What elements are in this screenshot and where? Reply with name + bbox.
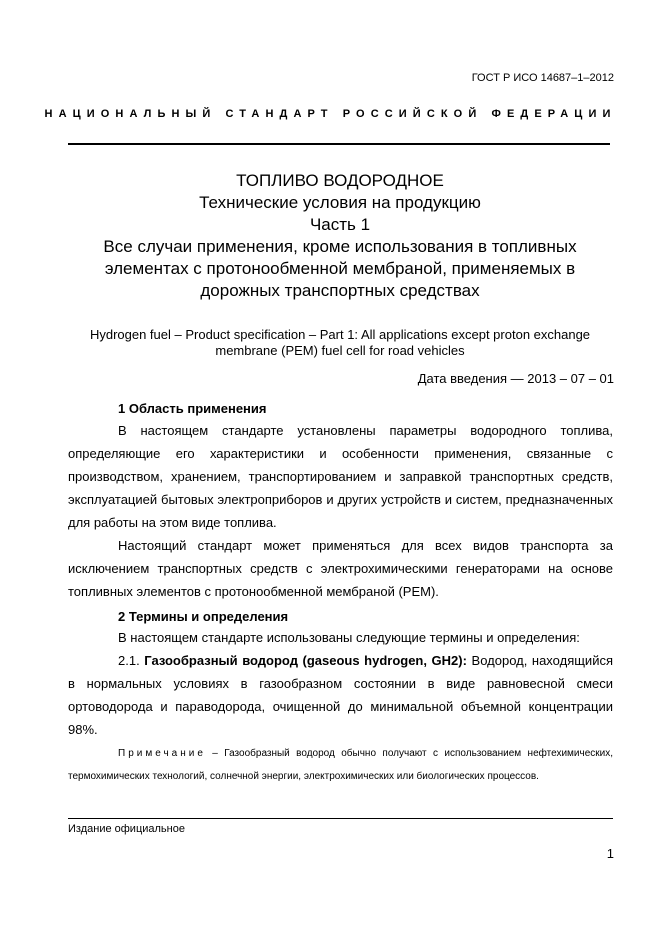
title-line-4: Все случаи применения, кроме использования в топливных [103, 237, 577, 256]
note-label: Примечание [118, 748, 206, 759]
section-2-heading: 2 Термины и определения [118, 609, 289, 624]
title-line-5: элементах с протонообменной мембраной, применяемых в [104, 259, 576, 278]
english-title-line-2: membrane (PEM) fuel cell for road vehicles [215, 343, 465, 358]
title-line-6: дорожных транспортных средствах [200, 281, 480, 300]
term-definition: Водород, находящийся в нормальных условиях в газообразном состоянии в виде равновесной смеси ортоводорода и параводорода, очищенной до минимальной объемной концентрации 98%. [68, 653, 613, 737]
title-line-1: ТОПЛИВО ВОДОРОДНОЕ [236, 171, 444, 190]
term-2-1 [68, 649, 613, 741]
footer-rule [68, 818, 613, 819]
section-1-paragraph-2: Настоящий стандарт может применяться для всех видов транспорта за исключением транспортных средств с электрохимическими генераторами на основе топливных элементов с протонообменной мембраной (PEM). [68, 538, 613, 599]
section-1-heading: 1 Область применения [118, 401, 267, 416]
term-note [68, 742, 613, 788]
english-title [60, 327, 620, 359]
standard-code: ГОСТ Р ИСО 14687–1–2012 [471, 72, 614, 84]
section-1-paragraph-1: В настоящем стандарте установлены параметры водородного топлива, определяющие его характеристики и особенности применения, связанные с производством, хранением, транспортированием и заправкой транспортных средств, эксплуатацией бытовых электроприборов и других устройств и систем, предназначенных для работы на этом виде топлива. [68, 423, 613, 530]
section-2-intro: В настоящем стандарте использованы следующие термины и определения: [118, 630, 580, 645]
edition-label: Издание официальное [68, 823, 185, 835]
title-line-2: Технические условия на продукцию [199, 193, 481, 212]
page-number: 1 [606, 846, 614, 861]
national-standard-banner: НАЦИОНАЛЬНЫЙ СТАНДАРТ РОССИЙСКОЙ ФЕДЕРАЦИИ [44, 108, 617, 120]
header-rule [68, 143, 610, 145]
term-number: 2.1. [118, 653, 140, 668]
introduction-date: Дата введения — 2013 – 07 – 01 [417, 371, 614, 386]
note-text: – Газообразный водород обычно получают с использованием нефтехимических, термохимических технологий, солнечной энергии, электрохимических или биологических процессов. [68, 748, 614, 782]
title-line-3: Часть 1 [309, 215, 371, 234]
document-title [60, 170, 620, 302]
term-name: Газообразный водород (gaseous hydrogen, GH2): [144, 653, 467, 668]
english-title-line-1: Hydrogen fuel – Product specification – Part 1: All applications except proton exchange [89, 327, 591, 342]
